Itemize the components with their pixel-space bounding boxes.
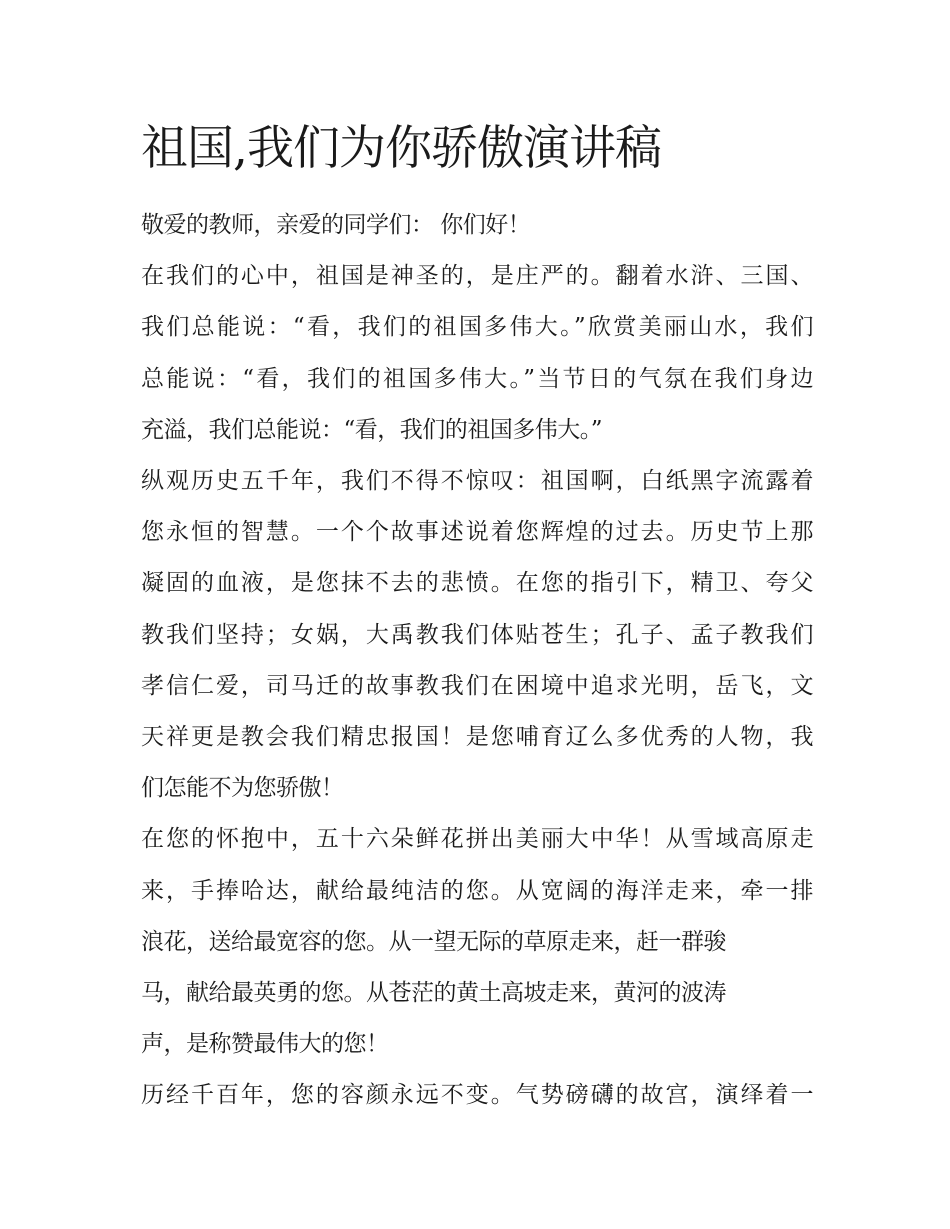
paragraph (141, 251, 813, 456)
text-line: 敬爱的教师，亲爱的同学们： 你们好！ (141, 212, 531, 238)
text-line: 凝固的血液，是您抹不去的悲愤。在您的指引下，精卫、夸父 (141, 570, 813, 597)
document-page (141, 118, 813, 1122)
text-line: 我们总能说：“看，我们的祖国多伟大。”欣赏美丽山水，我们 (141, 314, 813, 341)
text-line: 天祥更是教会我们精忠报国！是您哺育辽么多优秀的人物，我 (141, 724, 813, 751)
text-line: 充溢，我们总能说：“看，我们的祖国多伟大。” (141, 416, 603, 443)
text-line: 声，是称赞最伟大的您！ (141, 1031, 389, 1058)
text-line: 孝信仁爱，司马迁的故事教我们在困境中追求光明，岳飞，文 (141, 672, 813, 699)
text-line: 马，献给最英勇的您。从苍茫的黄土高坡走来，黄河的波涛 (141, 980, 726, 1007)
paragraph (141, 200, 813, 251)
text-line: 纵观历史五千年，我们不得不惊叹：祖国啊，白纸黑字流露着 (141, 468, 813, 495)
text-line: 在我们的心中，祖国是神圣的，是庄严的。翻着水浒、三国、 (141, 263, 813, 290)
text-line: 教我们坚持；女娲，大禹教我们体贴苍生；孔子、孟子教我们 (141, 621, 813, 648)
text-line: 在您的怀抱中，五十六朵鲜花拼出美丽大中华！从雪域高原走 (141, 826, 813, 853)
text-line: 们怎能不为您骄傲！ (141, 775, 344, 802)
text-line: 历经千百年，您的容颜永远不变。气势磅礴的故宫，演绎着一 (141, 1082, 813, 1109)
text-line: 总能说：“看，我们的祖国多伟大。”当节日的气氛在我们身边 (141, 365, 813, 392)
text-line: 浪花，送给最宽容的您。从一望无际的草原走来，赶一群骏 (141, 928, 726, 955)
paragraph (141, 1070, 813, 1121)
text-line: 您永恒的智慧。一个个故事述说着您辉煌的过去。历史节上那 (141, 519, 813, 546)
text-line: 来，手捧哈达，献给最纯洁的您。从宽阔的海洋走来，牵一排 (141, 877, 813, 904)
document-body (141, 200, 813, 1122)
paragraph (141, 456, 813, 814)
document-title: 祖国,我们为你骄傲演讲稿 (141, 121, 661, 176)
paragraph (141, 814, 813, 1070)
